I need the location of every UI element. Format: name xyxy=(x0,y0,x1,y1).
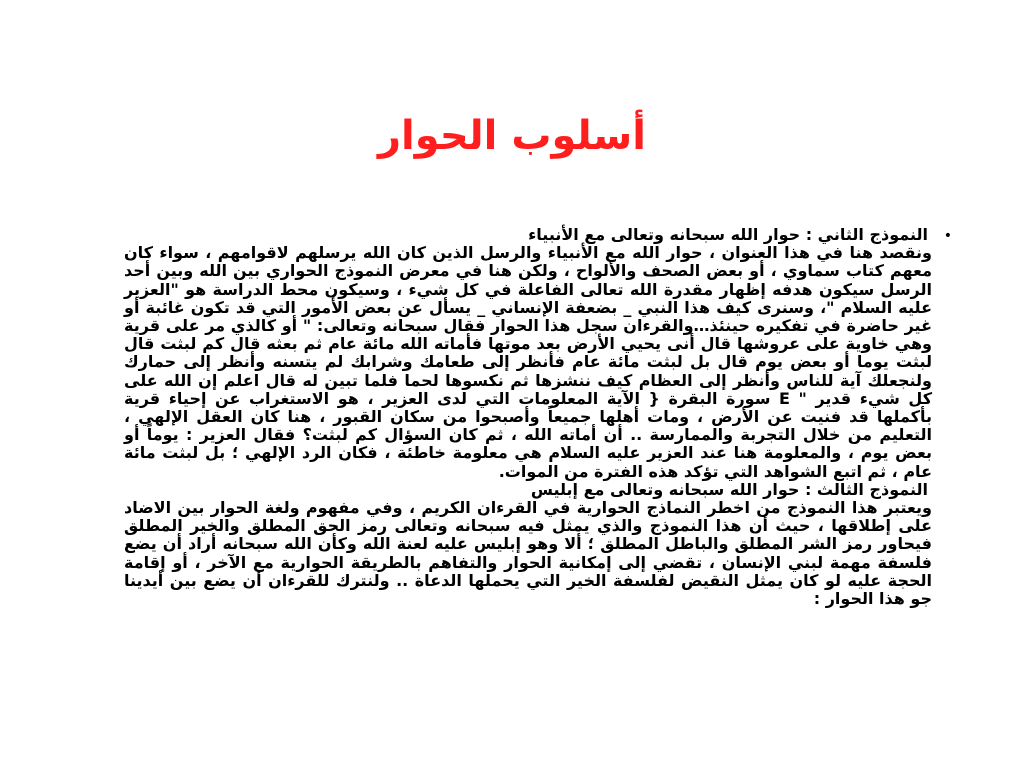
block-body: ويعتبر هذا النموذج من اخطر النماذج الحوارية في القرءان الكريم ، وفي مفهوم ولغة الحوار بين الاضاد على إطلاقها ، حيث أن هذا النموذج والذي يمثل فيه سبحانه وتعالى رمز الحق المطلق والخير المطلق فيحاور رمز الشر المطلق والباطل المطلق ؛ ألا وهو إبليس عليه لعنة الله وكأن الله سبحانه أراد أن يضع فلسفة مهمة لبني الإنسان ، تقضي إلى إمكانية الحوار والتفاهم بالطريقة الحوارية مع الآخر ، أو إقامة الحجة عليه لو كان يمثل النقيض لفلسفة الخير التي يحملها الدعاة .. ولنترك للقرءان أن يضع بين أيدينا جو هذا الحوار : xyxy=(124,498,932,609)
slide-content xyxy=(124,225,952,766)
block-prophets xyxy=(124,226,932,481)
block-iblis xyxy=(124,481,932,608)
slide-title: أسلوب الحوار xyxy=(378,113,646,159)
block-heading: النموذج الثالث : حوار الله سبحانه وتعالى مع إبليس xyxy=(530,479,928,499)
block-heading: النموذج الثاني : حوار الله سبحانه وتعالى مع الأنبياء xyxy=(528,225,928,244)
bullet-marker: • xyxy=(943,228,952,244)
block-body: ونقصد هنا في هذا العنوان ، حوار الله مع الأنبياء والرسل الذين كان الله يرسلهم لاقوامهم ، سواء كان معهم كتاب سماوي ، أو بعض الصحف والألواح ، ولكن هنا في معرض النموذج الحواري بين الله وبين أحد الرسل سيكون هدفه إظهار مقدرة الله تعالى الفاعلة في كل شيء ، وسيكون محط الدراسة هو "العزير عليه السلام "، وسنرى كيف هذا النبي _ بضعفة الإنساني _ يسأل عن بعض الأمور التي قد تكون غائبة أو غير حاضرة في تفكيره حينئذ…والقرءان سجل هذا الحوار فقال سبحانه وتعالى: " أو كالذي مر على قرية وهي خاوية على عروشها قال أنى يحيي الأرض بعد موتها فأماته الله مائة عام ثم بعثه قال كم لبثت قال لبثت يوما أو بعض يوم قال بل لبثت مائة عام فأنظر إلى طعامك وشرابك لم يتسنه وأنظر إلى حمارك ولنجعلك آية للناس وأنظر إلى العظام كيف ننشزها ثم نكسوها لحما فلما تبين له قال اعلم إن الله على كل شيء قدير " E سورة البقرة { الآية المعلومات التي لدى العزير ، هو الاستغراب عن إحياء قرية بأكملها قد فنيت عن الأرض ، ومات أهلها جميعاً وأصبحوا من سكان القبور ، هنا كان العقل الإلهي ، التعليم من خلال التجربة والممارسة .. أن أماته الله ، ثم كان السؤال كم لبثت؟ فقال العزير : يوماً أو بعض يوم ، والمعلومة هنا عند العزير عليه السلام هي معلومة خاطئة ، فكان الرد الإلهي ؛ بل لبثت مائة عام ، ثم اتبع الشواهد التي تؤكد هذه الفترة من الموات. xyxy=(124,243,933,481)
